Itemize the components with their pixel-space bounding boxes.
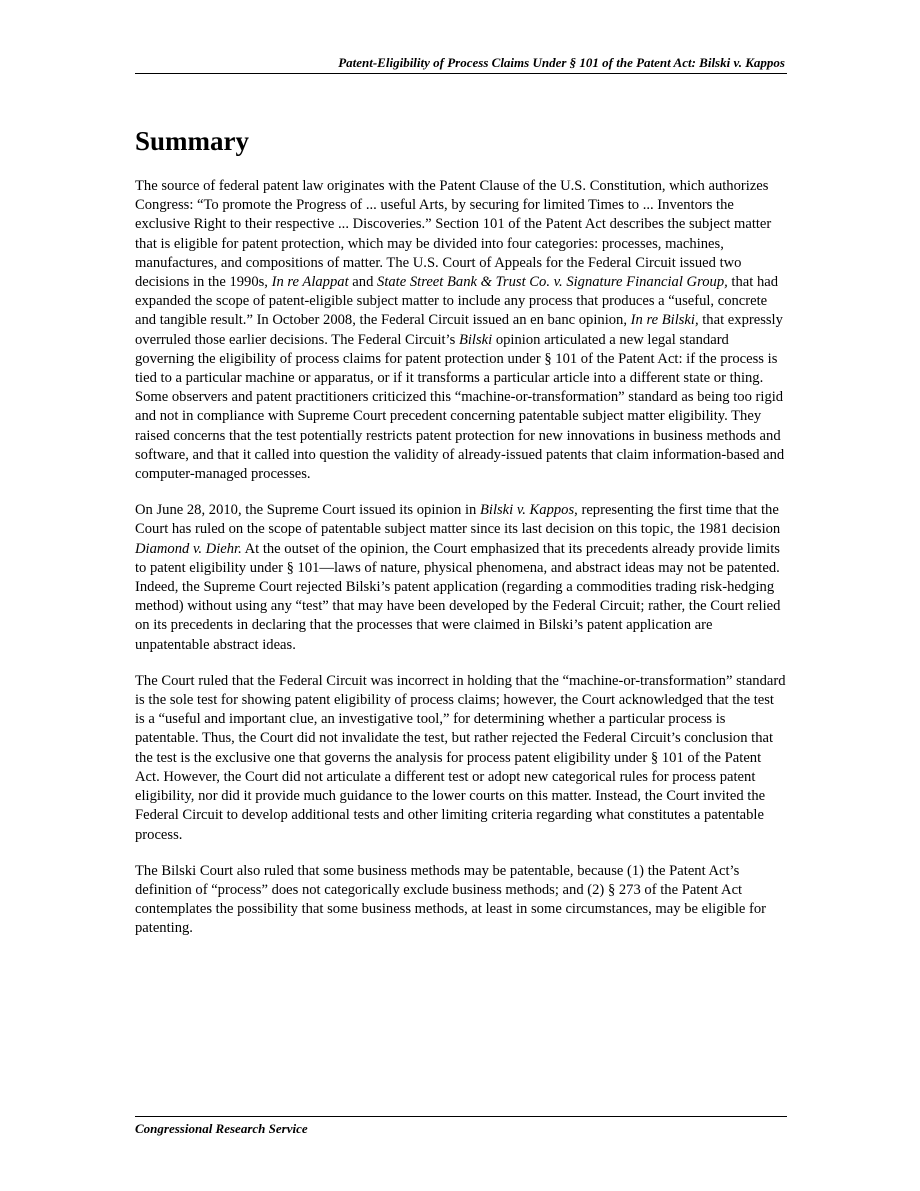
text-run: and [348, 274, 378, 291]
paragraph-3: The Court ruled that the Federal Circuit was incorrect in holding that the “machine-or-transformation” standard is the sole test for showing patent eligibility of process claims; however, the Court acknowledged that the test is a “useful and important clue, an investigative tool,” for determining whether a particular process is patentable. Thus, the Court did not invalidate the test, but rather rejected the Federal Circuit’s conclusion that the test is the exclusive one that governs the analysis for process patent eligibility under § 101 of the Patent Act. However, the Court did not articulate a different test or adopt new categorical rules for process patent eligibility, nor did it provide much guidance to the lower courts on this matter. Instead, the Court invited the Federal Circuit to develop additional tests and other limiting criteria regarding what constitutes a patentable process. [135, 672, 786, 843]
section-title: Summary [135, 126, 249, 156]
running-header: Patent-Eligibility of Process Claims Under § 101 of the Patent Act: Bilski v. Kappos [338, 55, 785, 70]
case-name: Bilski v. Kappos [479, 502, 575, 519]
text-run: , representing the first time that the Court has ruled on the scope of patentable subject matter since its last decision on this topic, the 1981 decision [135, 502, 781, 538]
text-run: opinion articulated a new legal standard governing the eligibility of process claims for patent protection under § 101 of the Patent Act: if the process is tied to a particular machine or apparatus, or if it transforms a particular article into a different state or thing. Some observers and patent practitioners criticized this “machine-or-transformation” standard as being too rigid and not in compliance with Supreme Court precedent concerning patentable subject matter eligibility. They raised concerns that the test potentially restricts patent protection for new innovations in business methods and software, and that it called into question the validity of already-issued patents that claim information-based and computer-managed processes. [135, 331, 785, 483]
case-name: In re Bilski, [630, 312, 699, 329]
text-run: that expressly overruled those earlier decisions. The Federal Circuit’s [135, 312, 783, 348]
text-run: At the outset of the opinion, the Court emphasized that its precedents already provide limits to patent eligibility under § 101—laws of nature, physical phenomena, and abstract ideas may not be patented. Indeed, the Supreme Court rejected Bilski’s patent application (regarding a commodities trading risk-hedging method) without using any “test” that may have been developed by the Federal Circuit; rather, the Court relied on its precedents in declaring that the processes that were claimed in Bilski’s patent application are unpatentable abstract ideas. [135, 540, 781, 653]
text-run: The source of federal patent law originates with the Patent Clause of the U.S. Constitution, which authorizes Congress: “To promote the Progress of ... useful Arts, by securing for limited Times to ... Inventors the exclusive Right to their respective ... Discoveries.” Section 101 of the Patent Act describes the subject matter that is eligible for patent protection, which may be divided into four categories: processes, machines, manufactures, and compositions of matter. The U.S. Court of Appeals for the Federal Circuit issued two decisions in the 1990s, [135, 178, 772, 291]
header-rule [135, 73, 787, 74]
paragraph-4: The Bilski Court also ruled that some business methods may be patentable, because (1) the Patent Act’s definition of “process” does not categorically exclude business methods; and (2) § 273 of the Patent Act contemplates the possibility that some business methods, at least in some circumstances, may be eligible for patenting. [135, 862, 767, 937]
case-name: In re Alappat [271, 274, 349, 291]
paragraph-2 [135, 501, 787, 655]
case-name: State Street Bank & Trust Co. v. Signature Financial Group, [377, 274, 728, 291]
text-run: that had expanded the scope of patent-eligible subject matter to include any process that produces a “useful, concrete and tangible result.” In October 2008, the Federal Circuit issued an en banc opinion, [135, 274, 779, 329]
footer-publisher: Congressional Research Service [135, 1121, 308, 1136]
paragraph-1 [135, 177, 787, 484]
case-name: Bilski [458, 331, 493, 348]
case-name: Diamond v. Diehr. [135, 540, 242, 557]
summary-body [135, 177, 787, 956]
text-run: On June 28, 2010, the Supreme Court issued its opinion in [135, 502, 480, 519]
footer-rule [135, 1116, 787, 1117]
